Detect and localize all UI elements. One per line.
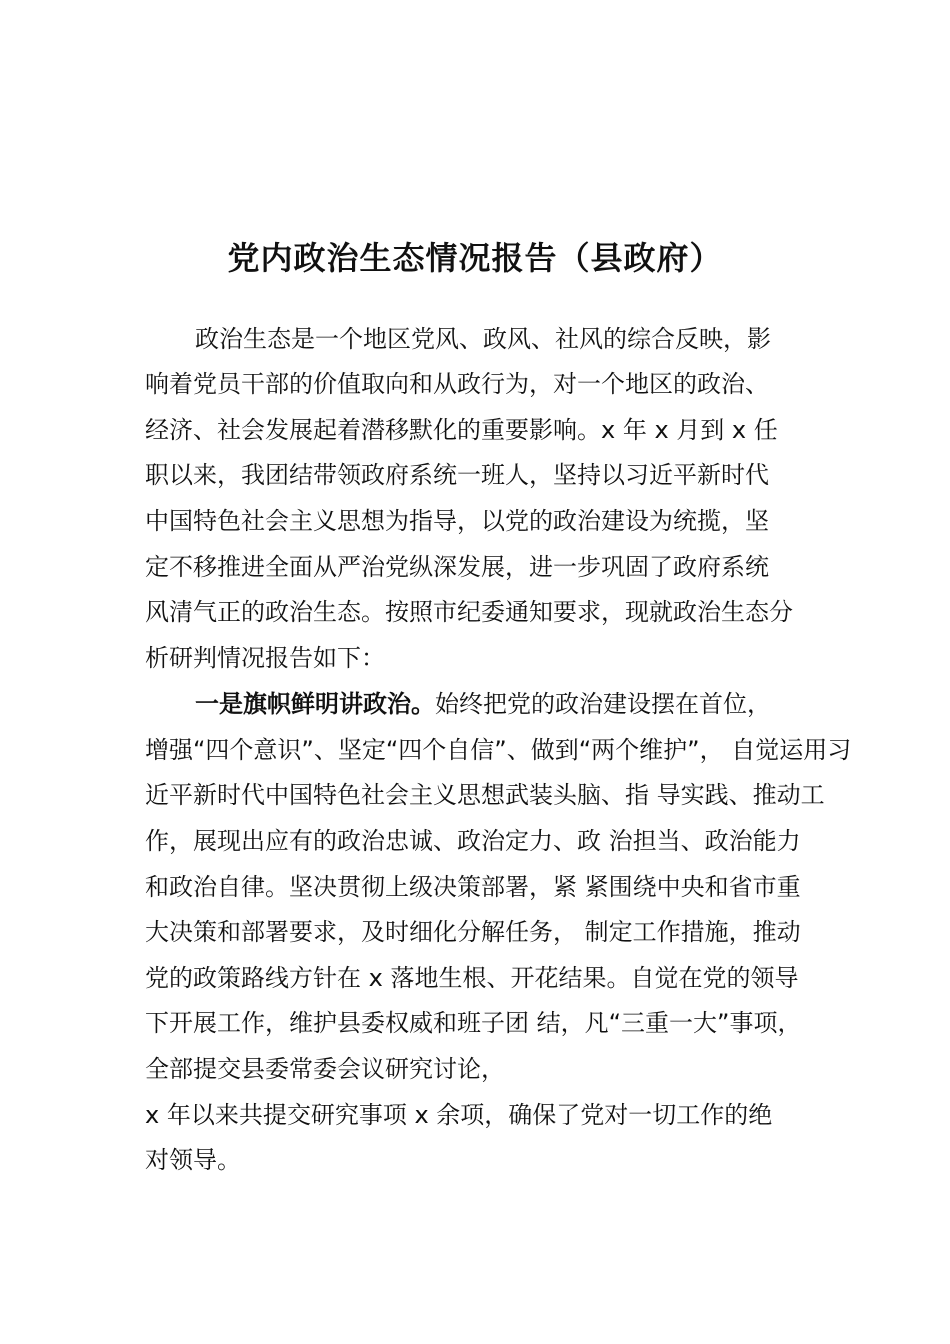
- paragraph-line: 和政治自律。坚决贯彻上级决策部署，紧 紧围绕中央和省市重: [145, 873, 801, 901]
- paragraph-line: 风清气正的政治生态。按照市纪委通知要求，现就政治生态分: [145, 598, 793, 626]
- paragraph-line: 定不移推进全面从严治党纵深发展，进一步巩固了政府系统: [145, 553, 769, 581]
- paragraph-line: 近平新时代中国特色社会主义思想武装头脑、指 导实践、推动工: [145, 781, 825, 809]
- paragraph-line: 经济、社会发展起着潜移默化的重要影响。x 年 x 月到 x 任: [145, 416, 778, 444]
- paragraph-line: 党的政策路线方针在 x 落地生根、开花结果。自觉在党的领导: [145, 964, 799, 992]
- paragraph-line: 析研判情况报告如下：: [145, 644, 385, 672]
- section-heading-text: 始终把党的政治建设摆在首位，: [435, 690, 771, 718]
- paragraph-line: 职以来，我团结带领政府系统一班人，坚持以习近平新时代: [145, 461, 769, 489]
- paragraph-line: 作，展现出应有的政治忠诚、政治定力、政 治担当、政治能力: [145, 827, 801, 855]
- paragraph-line: 政治生态是一个地区党风、政风、社风的综合反映，影: [195, 325, 771, 353]
- paragraph-line: 增强“四个意识”、坚定“四个自信”、做到“两个维护”， 自觉运用习: [145, 736, 852, 764]
- section-paragraph-line: [195, 688, 771, 720]
- paragraph-line: x 年以来共提交研究事项 x 余项，确保了党对一切工作的绝: [145, 1101, 773, 1129]
- paragraph-line: 大决策和部署要求，及时细化分解任务， 制定工作措施，推动: [145, 918, 801, 946]
- paragraph-line: 全部提交县委常委会议研究讨论，: [145, 1055, 505, 1083]
- paragraph-line: 响着党员干部的价值取向和从政行为，对一个地区的政治、: [145, 370, 769, 398]
- paragraph-line: 下开展工作，维护县委权威和班子团 结，凡“三重一大”事项，: [145, 1009, 802, 1037]
- paragraph-line: 中国特色社会主义思想为指导，以党的政治建设为统揽，坚: [145, 507, 769, 535]
- document-title: 党内政治生态情况报告（县政府）: [227, 239, 723, 277]
- paragraph-line: 对领导。: [145, 1146, 241, 1174]
- section-heading: 一是旗帜鲜明讲政治。: [195, 690, 435, 718]
